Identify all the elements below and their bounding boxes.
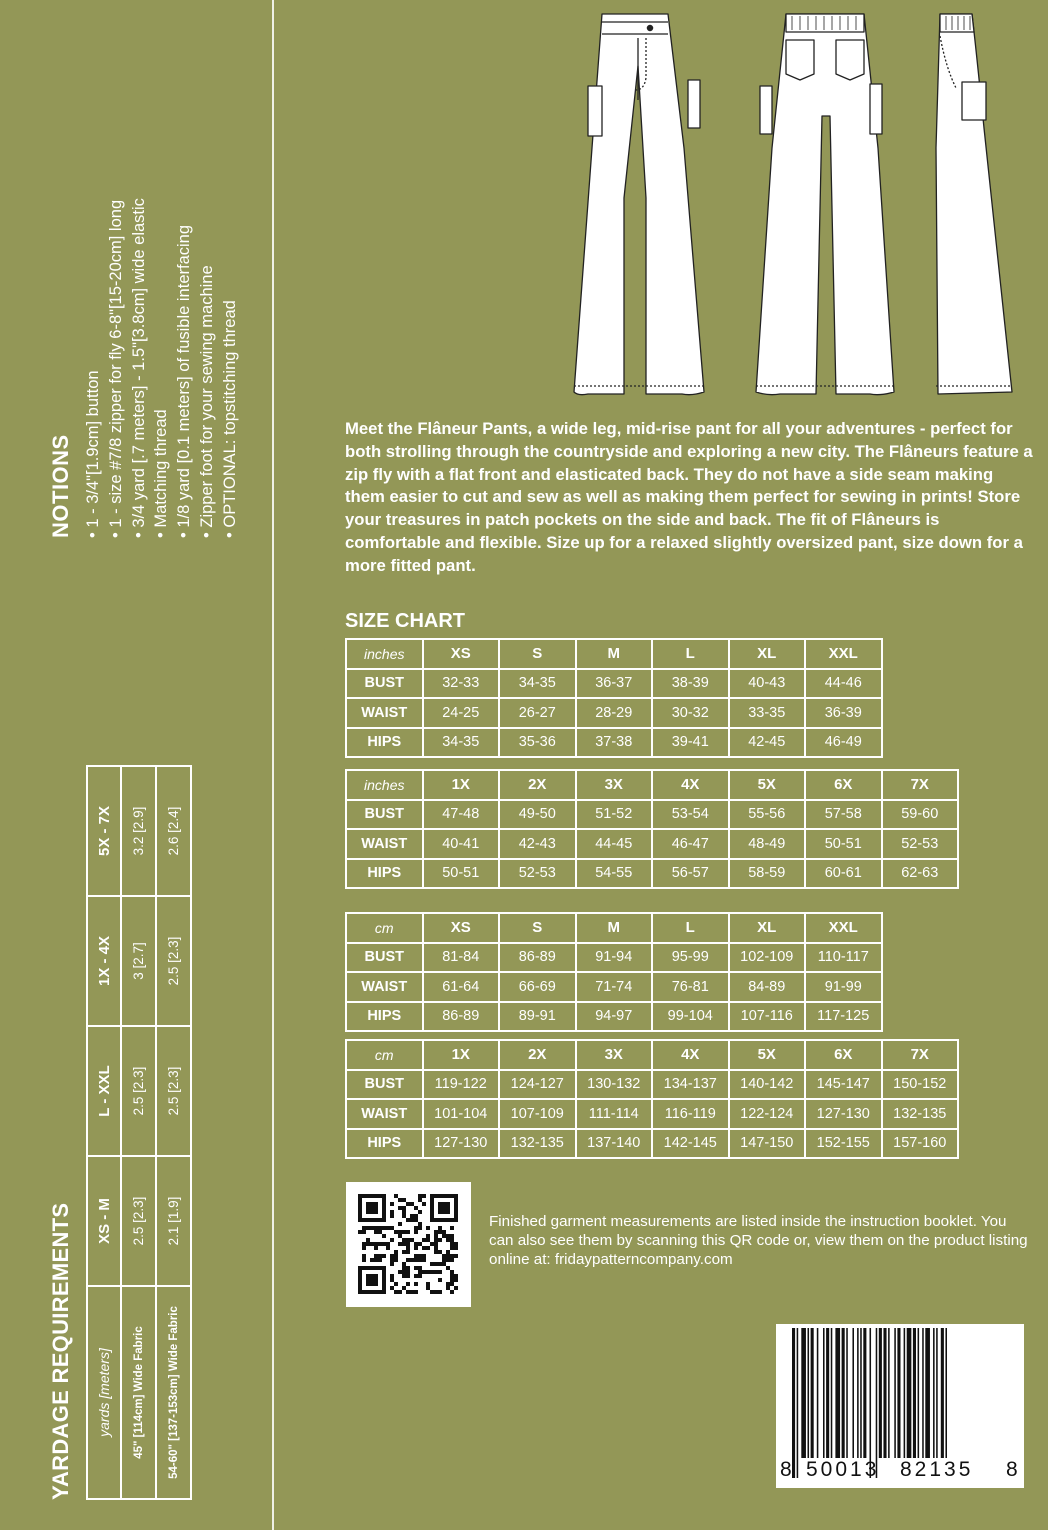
notions-item: • OPTIONAL: topstitching thread [220,300,239,538]
size-cell: 46-47 [652,829,729,859]
measurement-label: HIPS [346,1002,423,1032]
qr-note: Finished garment measurements are listed inside the instruction booklet. You can also see them by scanning this QR code or, view them on the product listing online at: fridaypatterncompany.com [489,1213,1028,1268]
measurement-label: BUST [346,800,423,830]
size-header: XXL [805,639,882,669]
size-cell: 62-63 [882,859,959,889]
yardage-size-header: L - XXL [87,1026,121,1156]
notions-item: • 3/4 yard [.7 meters] - 1.5"[3.8cm] wide elastic [129,198,148,538]
size-unit-label: inches [346,770,423,800]
size-row [346,1002,882,1032]
pants-front-illustration [574,14,704,395]
yardage-section [86,767,190,1500]
size-cell: 101-104 [423,1099,500,1129]
size-row [346,1070,958,1100]
size-cell: 142-145 [652,1129,729,1159]
size-header-row [346,770,958,800]
size-header: 2X [499,770,576,800]
size-cell: 107-109 [499,1099,576,1129]
size-unit-label: inches [346,639,423,669]
notions-item: • 1 - size #7/8 zipper for fly 6-8"[15-20cm] long [106,199,125,538]
notions-heading: NOTIONS [48,434,73,538]
qr-code-icon [346,1182,471,1307]
size-cell: 81-84 [423,943,500,973]
size-header: XXL [805,913,882,943]
column-divider [272,0,274,1530]
size-header: 7X [882,1040,959,1070]
size-cell: 137-140 [576,1129,653,1159]
pants-back-illustration [756,14,894,395]
size-cell: 116-119 [652,1099,729,1129]
measurement-label: BUST [346,669,423,699]
size-header: M [576,913,653,943]
size-cell: 52-53 [882,829,959,859]
yardage-table [86,765,192,1500]
notions-item: • Zipper foot for your sewing machine [197,265,216,538]
size-cell: 54-55 [576,859,653,889]
size-cell: 150-152 [882,1070,959,1100]
measurement-label: BUST [346,1070,423,1100]
size-cell: 119-122 [423,1070,500,1100]
size-cell: 86-89 [499,943,576,973]
size-cell: 34-35 [499,669,576,699]
size-cell: 134-137 [652,1070,729,1100]
size-row [346,800,958,830]
size-header-row [346,1040,958,1070]
size-header: 5X [729,770,806,800]
size-header: S [499,639,576,669]
size-row [346,1129,958,1159]
size-row [346,728,882,758]
size-cell: 34-35 [423,728,500,758]
yardage-cell: 2.5 [2.3] [121,1026,156,1156]
yardage-fabric-label: 45" [114cm] Wide Fabric [121,1286,156,1499]
measurement-label: BUST [346,943,423,973]
size-cell: 122-124 [729,1099,806,1129]
size-header: XL [729,913,806,943]
measurement-label: WAIST [346,1099,423,1129]
size-header: 7X [882,770,959,800]
size-cell: 152-155 [805,1129,882,1159]
size-cell: 39-41 [652,728,729,758]
size-cell: 28-29 [576,698,653,728]
size-cell: 94-97 [576,1002,653,1032]
size-cell: 110-117 [805,943,882,973]
size-header-row [346,913,882,943]
size-cell: 30-32 [652,698,729,728]
size-header: 3X [576,1040,653,1070]
size-cell: 59-60 [882,800,959,830]
size-cell: 37-38 [576,728,653,758]
yardage-cell: 2.6 [2.4] [156,766,191,896]
size-cell: 32-33 [423,669,500,699]
size-header: 4X [652,1040,729,1070]
size-row [346,698,882,728]
size-cell: 95-99 [652,943,729,973]
yardage-unit-label: yards [meters] [87,1286,121,1499]
size-row [346,943,882,973]
size-cell: 111-114 [576,1099,653,1129]
yardage-size-header: 5X - 7X [87,766,121,896]
size-header: S [499,913,576,943]
size-cell: 38-39 [652,669,729,699]
measurement-label: WAIST [346,698,423,728]
size-row [346,669,882,699]
yardage-size-header: 1X - 4X [87,896,121,1026]
size-cell: 24-25 [423,698,500,728]
pants-illustrations [560,8,1030,400]
size-row [346,1099,958,1129]
yardage-cell: 2.5 [2.3] [156,1026,191,1156]
size-header: 6X [805,1040,882,1070]
size-cell: 107-116 [729,1002,806,1032]
size-cell: 140-142 [729,1070,806,1100]
size-cell: 55-56 [729,800,806,830]
size-cell: 102-109 [729,943,806,973]
product-description: Meet the Flâneur Pants, a wide leg, mid-rise pant for all your adventures - perfect for both strolling through the countryside and exploring a new city. The Flâneurs feature a zip fly with a flat front and elasticated back. They do not have a side seam making them easier to cut and sew as well as making them perfect for sewing in prints! Store your treasures in patch pockets on the side and back. The fit of Flâneurs is comfortable and flexible. Size up for a relaxed slightly oversized pant, size down for a more fitted pant. [345,419,1033,575]
barcode-digit: 8 [780,1458,792,1481]
size-unit-label: cm [346,913,423,943]
size-row [346,859,958,889]
yardage-heading: YARDAGE REQUIREMENTS [48,1202,73,1500]
size-cell: 51-52 [576,800,653,830]
size-header: XS [423,639,500,669]
size-cell: 52-53 [499,859,576,889]
size-cell: 50-51 [423,859,500,889]
yardage-fabric-label: 54-60" [137-153cm] Wide Fabric [156,1286,191,1499]
yardage-cell: 2.1 [1.9] [156,1156,191,1286]
size-cell: 40-41 [423,829,500,859]
barcode-digit: 82135 [900,1458,974,1481]
size-cell: 36-39 [805,698,882,728]
yardage-cell: 2.5 [2.3] [156,896,191,1026]
size-header: 1X [423,770,500,800]
measurement-label: WAIST [346,972,423,1002]
size-cell: 26-27 [499,698,576,728]
notions-section [46,118,242,538]
size-row [346,972,882,1002]
size-header: 1X [423,1040,500,1070]
size-header: 2X [499,1040,576,1070]
size-cell: 132-135 [499,1129,576,1159]
notions-item: • 1 - 3/4"[1.9cm] button [84,370,102,538]
barcode [776,1324,1024,1488]
size-cell: 42-45 [729,728,806,758]
size-cell: 91-94 [576,943,653,973]
measurement-label: WAIST [346,829,423,859]
size-cell: 157-160 [882,1129,959,1159]
size-cell: 44-46 [805,669,882,699]
size-cell: 127-130 [805,1099,882,1129]
size-cell: 61-64 [423,972,500,1002]
size-header: M [576,639,653,669]
size-cell: 33-35 [729,698,806,728]
size-cell: 60-61 [805,859,882,889]
size-cell: 40-43 [729,669,806,699]
size-header: 3X [576,770,653,800]
qr-code[interactable] [346,1182,471,1307]
size-cell: 147-150 [729,1129,806,1159]
yardage-header-row [87,766,121,1499]
barcode-digit: 50013 [806,1458,880,1481]
size-cell: 86-89 [423,1002,500,1032]
size-cell: 91-99 [805,972,882,1002]
size-header: L [652,639,729,669]
size-header: XS [423,913,500,943]
size-cell: 57-58 [805,800,882,830]
yardage-cell: 2.5 [2.3] [121,1156,156,1286]
size-cell: 58-59 [729,859,806,889]
size-cell: 47-48 [423,800,500,830]
size-cell: 117-125 [805,1002,882,1032]
yardage-cell: 3 [2.7] [121,896,156,1026]
size-cell: 53-54 [652,800,729,830]
yardage-row [156,766,191,1499]
size-table-cm-plus [345,1039,959,1159]
size-cell: 145-147 [805,1070,882,1100]
size-header-row [346,639,882,669]
size-unit-label: cm [346,1040,423,1070]
size-cell: 76-81 [652,972,729,1002]
size-table-inches-plus [345,769,959,889]
size-cell: 130-132 [576,1070,653,1100]
notions-item: • Matching thread [152,409,171,538]
size-cell: 50-51 [805,829,882,859]
size-cell: 49-50 [499,800,576,830]
size-header: 5X [729,1040,806,1070]
yardage-size-header: XS - M [87,1156,121,1286]
size-cell: 66-69 [499,972,576,1002]
size-cell: 42-43 [499,829,576,859]
size-chart-heading: SIZE CHART [345,610,465,632]
size-cell: 132-135 [882,1099,959,1129]
size-cell: 71-74 [576,972,653,1002]
size-cell: 56-57 [652,859,729,889]
size-cell: 46-49 [805,728,882,758]
size-row [346,829,958,859]
size-header: XL [729,639,806,669]
size-cell: 84-89 [729,972,806,1002]
yardage-cell: 3.2 [2.9] [121,766,156,896]
size-cell: 35-36 [499,728,576,758]
size-table-inches-standard [345,638,883,758]
measurement-label: HIPS [346,728,423,758]
notions-list [82,118,242,538]
notions-item: • 1/8 yard [0.1 meters] of fusible interfacing [175,224,194,538]
size-header: L [652,913,729,943]
size-cell: 99-104 [652,1002,729,1032]
size-cell: 44-45 [576,829,653,859]
size-header: 4X [652,770,729,800]
barcode-digit: 8 [1006,1458,1018,1481]
size-cell: 48-49 [729,829,806,859]
size-header: 6X [805,770,882,800]
size-table-cm-standard [345,912,883,1032]
size-cell: 36-37 [576,669,653,699]
measurement-label: HIPS [346,859,423,889]
yardage-row [121,766,156,1499]
size-cell: 127-130 [423,1129,500,1159]
pants-side-illustration [936,14,1012,394]
measurement-label: HIPS [346,1129,423,1159]
size-cell: 89-91 [499,1002,576,1032]
size-cell: 124-127 [499,1070,576,1100]
